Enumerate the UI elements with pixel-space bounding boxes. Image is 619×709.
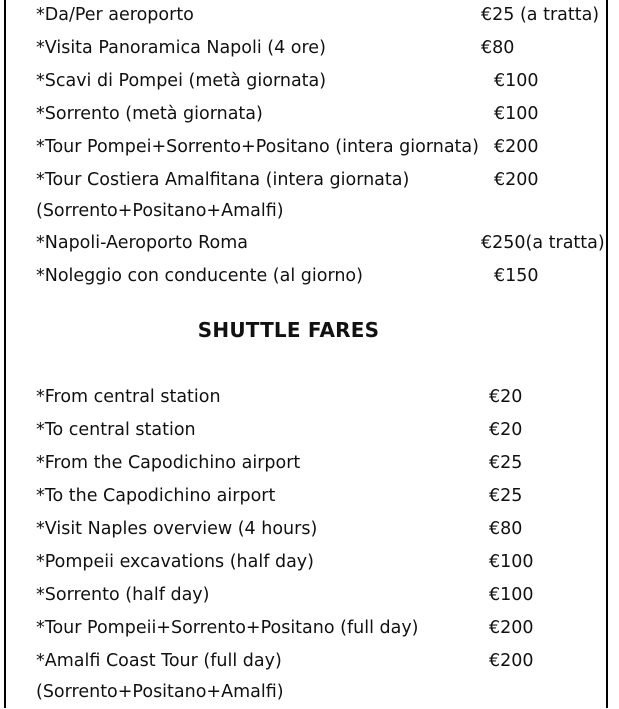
rate-row: [36, 65, 619, 98]
fare-row: [36, 579, 619, 612]
fare-row: [36, 612, 619, 645]
rate-row: [36, 227, 619, 260]
fare-label: *To the Capodichino airport: [36, 486, 276, 506]
rate-row: [36, 131, 619, 164]
page-frame: [4, 0, 608, 708]
fare-price: €20: [489, 420, 523, 440]
rate-row: [36, 32, 619, 65]
fare-label: *From the Capodichino airport: [36, 453, 301, 473]
fare-label: *Amalfi Coast Tour (full day): [36, 651, 282, 671]
rate-label: *Da/Per aeroporto: [36, 5, 194, 25]
rate-label: *Scavi di Pompei (metà giornata): [36, 71, 327, 91]
rate-row: [36, 98, 619, 131]
rate-label: *Sorrento (metà giornata): [36, 104, 263, 124]
fare-label: *Visit Naples overview (4 hours): [36, 519, 318, 539]
fare-row: [36, 645, 619, 708]
rate-price: €200: [494, 137, 539, 157]
fare-label: *To central station: [36, 420, 196, 440]
rate-price: €25 (a tratta): [481, 5, 600, 25]
fare-label: *Pompeii excavations (half day): [36, 552, 314, 572]
fare-price: €25: [489, 486, 523, 506]
fare-label: *Tour Pompeii+Sorrento+Positano (full day): [36, 618, 419, 638]
rate-sublabel: (Sorrento+Positano+Amalfi): [36, 201, 284, 221]
fare-price: €100: [489, 552, 534, 572]
rate-row: [36, 0, 619, 32]
fare-price: €100: [489, 585, 534, 605]
shuttle-fares-list: [36, 381, 619, 708]
fare-row: [36, 381, 619, 414]
rate-row: [36, 164, 619, 227]
fare-price: €25: [489, 453, 523, 473]
fare-row: [36, 546, 619, 579]
rate-price: €80: [481, 38, 515, 58]
fare-row: [36, 513, 619, 546]
rate-price: €100: [494, 104, 539, 124]
rate-price: €150: [494, 266, 539, 286]
rate-label: *Visita Panoramica Napoli (4 ore): [36, 38, 326, 58]
fare-price: €200: [489, 651, 534, 671]
italian-rates-list: [36, 0, 619, 293]
fare-row: [36, 414, 619, 447]
rate-row: [36, 260, 619, 293]
fare-row: [36, 480, 619, 513]
fare-row: [36, 447, 619, 480]
rate-label: *Tour Pompei+Sorrento+Positano (intera giornata): [36, 137, 479, 157]
section-title: SHUTTLE FARES: [197, 318, 380, 342]
rate-price: €100: [494, 71, 539, 91]
fare-price: €20: [489, 387, 523, 407]
rate-label: *Napoli-Aeroporto Roma: [36, 233, 248, 253]
rate-price: €200: [494, 170, 539, 190]
fare-sublabel: (Sorrento+Positano+Amalfi): [36, 682, 284, 702]
fare-price: €80: [489, 519, 523, 539]
fare-price: €200: [489, 618, 534, 638]
rate-label: *Tour Costiera Amalfitana (intera giornata): [36, 170, 410, 190]
rate-price: €250(a tratta): [481, 233, 605, 253]
fare-label: *From central station: [36, 387, 221, 407]
rate-label: *Noleggio con conducente (al giorno): [36, 266, 363, 286]
fare-label: *Sorrento (half day): [36, 585, 210, 605]
